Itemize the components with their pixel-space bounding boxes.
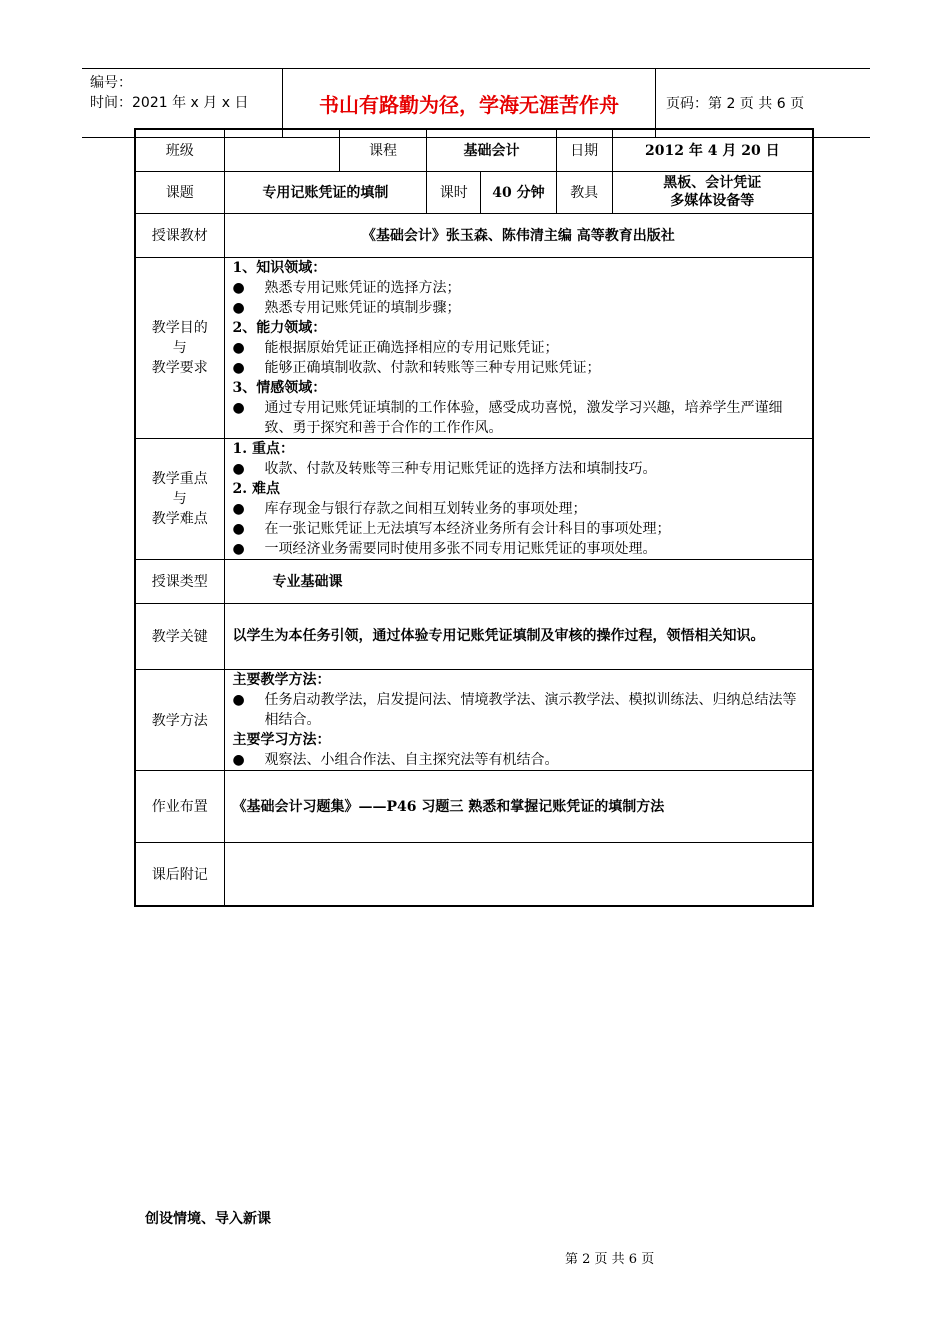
topic-value: 专用记账凭证的填制	[224, 171, 427, 213]
type-label: 授课类型	[135, 559, 224, 603]
row-textbook	[135, 213, 813, 257]
tools-line-1: 黑板、会计凭证	[663, 175, 762, 191]
homework-value: 《基础会计习题集》——P46 习题三 熟悉和掌握记账凭证的填制方法	[224, 770, 813, 842]
page-info: 页码：第 2 页 共 6 页	[666, 96, 805, 112]
goals-content	[224, 257, 813, 438]
class-label: 班级	[135, 129, 224, 171]
type-value: 专业基础课	[224, 559, 813, 603]
tools-value	[612, 171, 813, 213]
key-heading-1: 1. 重点：	[232, 440, 295, 457]
topic-label: 课题	[135, 171, 224, 213]
list-item: ● 熟悉专用记账凭证的选择方法；	[232, 279, 461, 296]
list-item: ● 收款、付款及转账等三种专用记账凭证的选择方法和填制技巧。	[232, 460, 657, 477]
key-label: 教学重点 与 教学难点	[135, 438, 224, 559]
list-item: ● 能根据原始凭证正确选择相应的专用记账凭证；	[232, 339, 559, 356]
textbook-label: 授课教材	[135, 213, 224, 257]
method-label: 教学方法	[135, 669, 224, 770]
row-homework	[135, 770, 813, 842]
row-class	[135, 129, 813, 171]
motto: 书山有路勤为径，学海无涯苦作舟	[282, 69, 656, 137]
list-item: ● 任务启动教学法，启发提问法、情境教学法、演示教学法、模拟训练法、归纳总结法等相结合。	[232, 691, 797, 728]
goals-heading-1: 1、知识领域：	[232, 259, 327, 276]
list-item: ● 在一张记账凭证上无法填写本经济业务所有会计科目的事项处理；	[232, 520, 671, 537]
hours-label: 课时	[427, 171, 481, 213]
row-method	[135, 669, 813, 770]
crux-label: 教学关键	[135, 603, 224, 669]
number-label: 编号：	[90, 75, 132, 91]
homework-label: 作业布置	[135, 770, 224, 842]
list-item: ● 熟悉专用记账凭证的填制步骤；	[232, 299, 461, 316]
course-value: 基础会计	[427, 129, 557, 171]
goals-heading-3: 3、情感领域：	[232, 379, 327, 396]
row-crux	[135, 603, 813, 669]
course-label: 课程	[339, 129, 427, 171]
row-key-points	[135, 438, 813, 559]
notes-label: 课后附记	[135, 842, 224, 906]
date-label: 日期	[556, 129, 612, 171]
section-title: 创设情境、导入新课	[145, 1211, 271, 1227]
list-item: ● 库存现金与银行存款之间相互划转业务的事项处理；	[232, 500, 587, 517]
page-number: 第 2 页 共 6 页	[565, 1252, 655, 1267]
row-goals	[135, 257, 813, 438]
date-value: 2012 年 4 月 20 日	[612, 129, 813, 171]
class-value	[224, 129, 339, 171]
goals-label: 教学目的 与 教学要求	[135, 257, 224, 438]
textbook-value: 《基础会计》张玉森、陈伟清主编 高等教育出版社	[224, 213, 813, 257]
tools-label: 教具	[556, 171, 612, 213]
row-notes	[135, 842, 813, 906]
hours-value: 40 分钟	[481, 171, 557, 213]
method-heading-2: 主要学习方法：	[232, 731, 331, 748]
goals-heading-2: 2、能力领域：	[232, 319, 327, 336]
key-heading-2: 2. 难点	[232, 480, 281, 497]
notes-value	[224, 842, 813, 906]
list-item: ● 通过专用记账凭证填制的工作体验，感受成功喜悦，激发学习兴趣，培养学生严谨细致、勇于探究和善于合作的工作作风。	[232, 399, 783, 436]
method-content	[224, 669, 813, 770]
row-type	[135, 559, 813, 603]
lesson-plan-table	[134, 128, 814, 907]
time-label: 时间：2021 年 x 月 x 日	[90, 95, 249, 111]
method-heading-1: 主要教学方法：	[232, 671, 331, 688]
list-item: ● 观察法、小组合作法、自主探究法等有机结合。	[232, 751, 559, 768]
crux-value: 以学生为本任务引领，通过体验专用记账凭证填制及审核的操作过程，领悟相关知识。	[224, 603, 813, 669]
key-content	[224, 438, 813, 559]
header-left	[82, 69, 288, 137]
list-item: ● 能够正确填制收款、付款和转账等三种专用记账凭证；	[232, 359, 601, 376]
tools-line-2: 多媒体设备等	[670, 193, 755, 209]
list-item: ● 一项经济业务需要同时使用多张不同专用记账凭证的事项处理。	[232, 540, 657, 557]
row-topic	[135, 171, 813, 213]
